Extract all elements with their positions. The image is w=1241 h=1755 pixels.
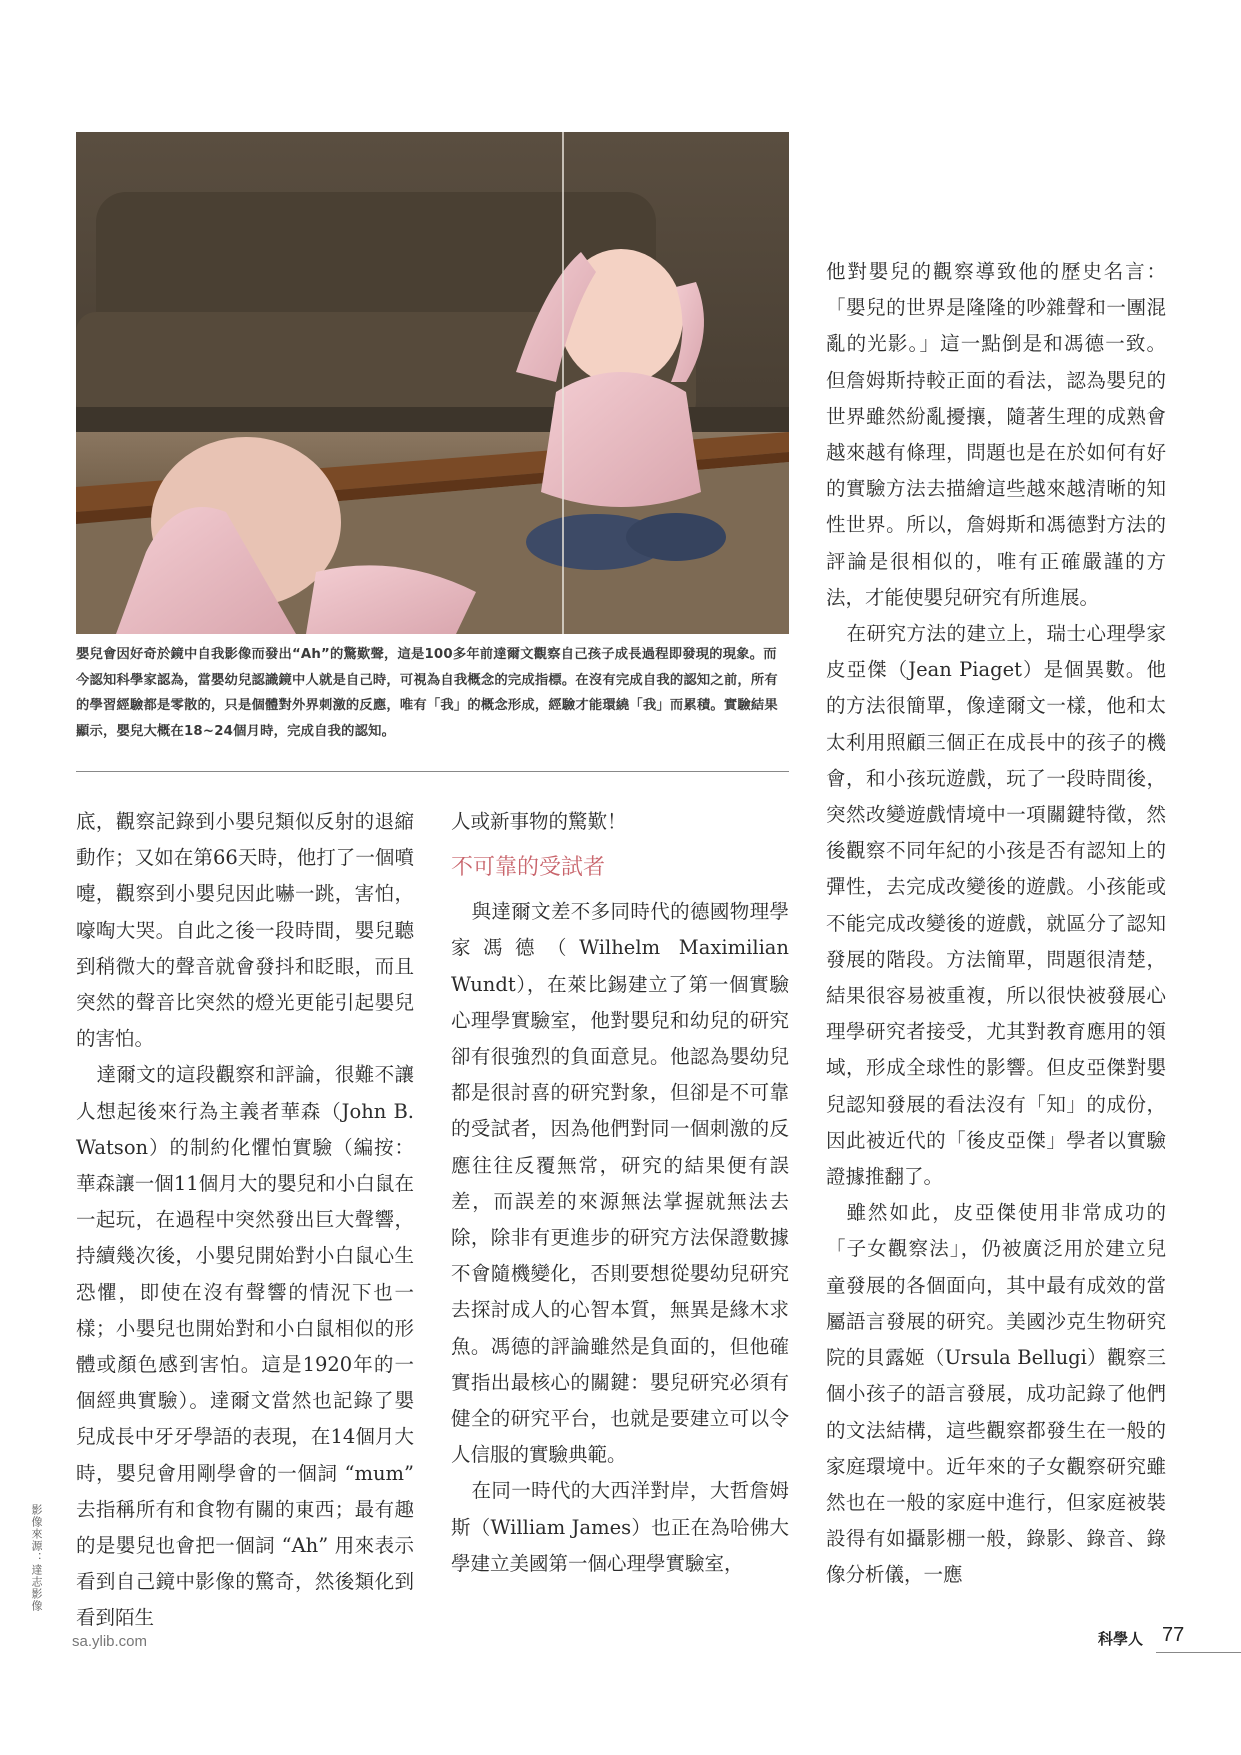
article-column-1 xyxy=(76,804,414,1637)
paragraph: 他對嬰兒的觀察導致他的歷史名言：「嬰兒的世界是隆隆的吵雜聲和一團混亂的光影。」這一點倒是和馮德一致。但詹姆斯持較正面的看法，認為嬰兒的世界雖然紛亂擾攘，隨著生理的成熟會越來越有條理，問題也是在於如何有好的實驗方法去描繪這些越來越清晰的知性世界。所以，詹姆斯和馮德對方法的評論是很相似的，唯有正確嚴謹的方法，才能使嬰兒研究有所進展。 xyxy=(826,260,1166,609)
paragraph: 與達爾文差不多同時代的德國物理學家馮德（Wilhelm Maximilian Wundt），在萊比錫建立了第一個實驗心理學實驗室，他對嬰兒和幼兒的研究卻有很強烈的負面意見。他認為嬰幼兒都是很討喜的研究對象，但卻是不可靠的受試者，因為他們對同一個刺激的反應往往反覆無常，研究的結果便有誤差，而誤差的來源無法掌握就無法去除，除非有更進步的研究方法保證數據不會隨機變化，否則要想從嬰幼兒研究去探討成人的心智本質，無異是緣木求魚。馮德的評論雖然是負面的，但他確實指出最核心的關鍵：嬰兒研究必須有健全的研究平台，也就是要建立可以令人信服的實驗典範。 xyxy=(451,900,789,1467)
paragraph: 達爾文的這段觀察和評論，很難不讓人想起後來行為主義者華森（John B. Watson）的制約化懼怕實驗（編按：華森讓一個11個月大的嬰兒和小白鼠在一起玩，在過程中突然發出巨大聲響，持續幾次後，小嬰兒開始對小白鼠心生恐懼，即使在沒有聲響的情況下也一樣；小嬰兒也開始對和小白鼠相似的形體或顏色感到害怕。這是1920年的一個經典實驗）。達爾文當然也記錄了嬰兒成長中牙牙學語的表現，在14個月大時，嬰兒會用剛學會的一個詞 “mum” 去指稱所有和食物有關的東西；最有趣的是嬰兒也會把一個詞 “Ah” 用來表示看到自己鏡中影像的驚奇，然後類化到看到陌生 xyxy=(76,1063,414,1630)
article-column-2 xyxy=(451,804,789,1582)
paragraph: 底，觀察記錄到小嬰兒類似反射的退縮動作；又如在第66天時，他打了一個噴嚏，觀察到小嬰兒因此嚇一跳，害怕，嚎啕大哭。自此之後一段時間，嬰兒聽到稍微大的聲音就會發抖和眨眼，而且突然的聲音比突然的燈光更能引起嬰兒的害怕。 xyxy=(76,810,414,1051)
photo-illustration xyxy=(76,132,789,634)
footer-publication-name: 科學人 xyxy=(1098,1630,1144,1648)
paragraph: 人或新事物的驚歎！ xyxy=(451,810,627,833)
caption-divider xyxy=(76,771,789,772)
article-column-3 xyxy=(826,254,1166,1594)
photo-credit: 影像來源：達志影像 xyxy=(30,1504,43,1612)
footer-divider xyxy=(1156,1652,1241,1653)
paragraph: 在同一時代的大西洋對岸，大哲詹姆斯（William James）也正在為哈佛大學建立美國第一個心理學實驗室， xyxy=(451,1479,789,1575)
section-subheading: 不可靠的受試者 xyxy=(451,855,606,881)
page-number: 77 xyxy=(1162,1624,1185,1646)
paragraph: 雖然如此，皮亞傑使用非常成功的「子女觀察法」，仍被廣泛用於建立兒童發展的各個面向，其中最有成效的當屬語言發展的研究。美國沙克生物研究院的貝露姬（Ursula Bellugi）觀察三個小孩子的語言發展，成功記錄了他們的文法結構，這些觀察都發生在一般的家庭環境中。近年來的子女觀察研究雖然也在一般的家庭中進行，但家庭被裝設得有如攝影棚一般，錄影、錄音、錄像分析儀，一應 xyxy=(826,1201,1166,1587)
footer-site-url: sa.ylib.com xyxy=(72,1633,148,1650)
photo-caption: 嬰兒會因好奇於鏡中自我影像而發出“Ah”的驚歎聲，這是100多年前達爾文觀察自己孩子成長過程即發現的現象。而今認知科學家認為，當嬰幼兒認識鏡中人就是自己時，可視為自我概念的完成指標。在沒有完成自我的認知之前，所有的學習經驗都是零散的，只是個體對外界刺激的反應，唯有「我」的概念形成，經驗才能環繞「我」而累積。實驗結果顯示，嬰兒大概在18~24個月時，完成自我的認知。 xyxy=(76,647,778,739)
baby-mirror-photo xyxy=(76,132,789,634)
paragraph: 在研究方法的建立上，瑞士心理學家皮亞傑（Jean Piaget）是個異數。他的方法很簡單，像達爾文一樣，他和太太利用照顧三個正在成長中的孩子的機會，和小孩玩遊戲，玩了一段時間後，突然改變遊戲情境中一項關鍵特徵，然後觀察不同年紀的小孩是否有認知上的彈性，去完成改變後的遊戲。小孩能或不能完成改變後的遊戲，就區分了認知發展的階段。方法簡單，問題很清楚，結果很容易被重複，所以很快被發展心理學研究者接受，尤其對教育應用的領域，形成全球性的影響。但皮亞傑對嬰兒認知發展的看法沒有「知」的成份，因此被近代的「後皮亞傑」學者以實驗證據推翻了。 xyxy=(826,622,1166,1189)
